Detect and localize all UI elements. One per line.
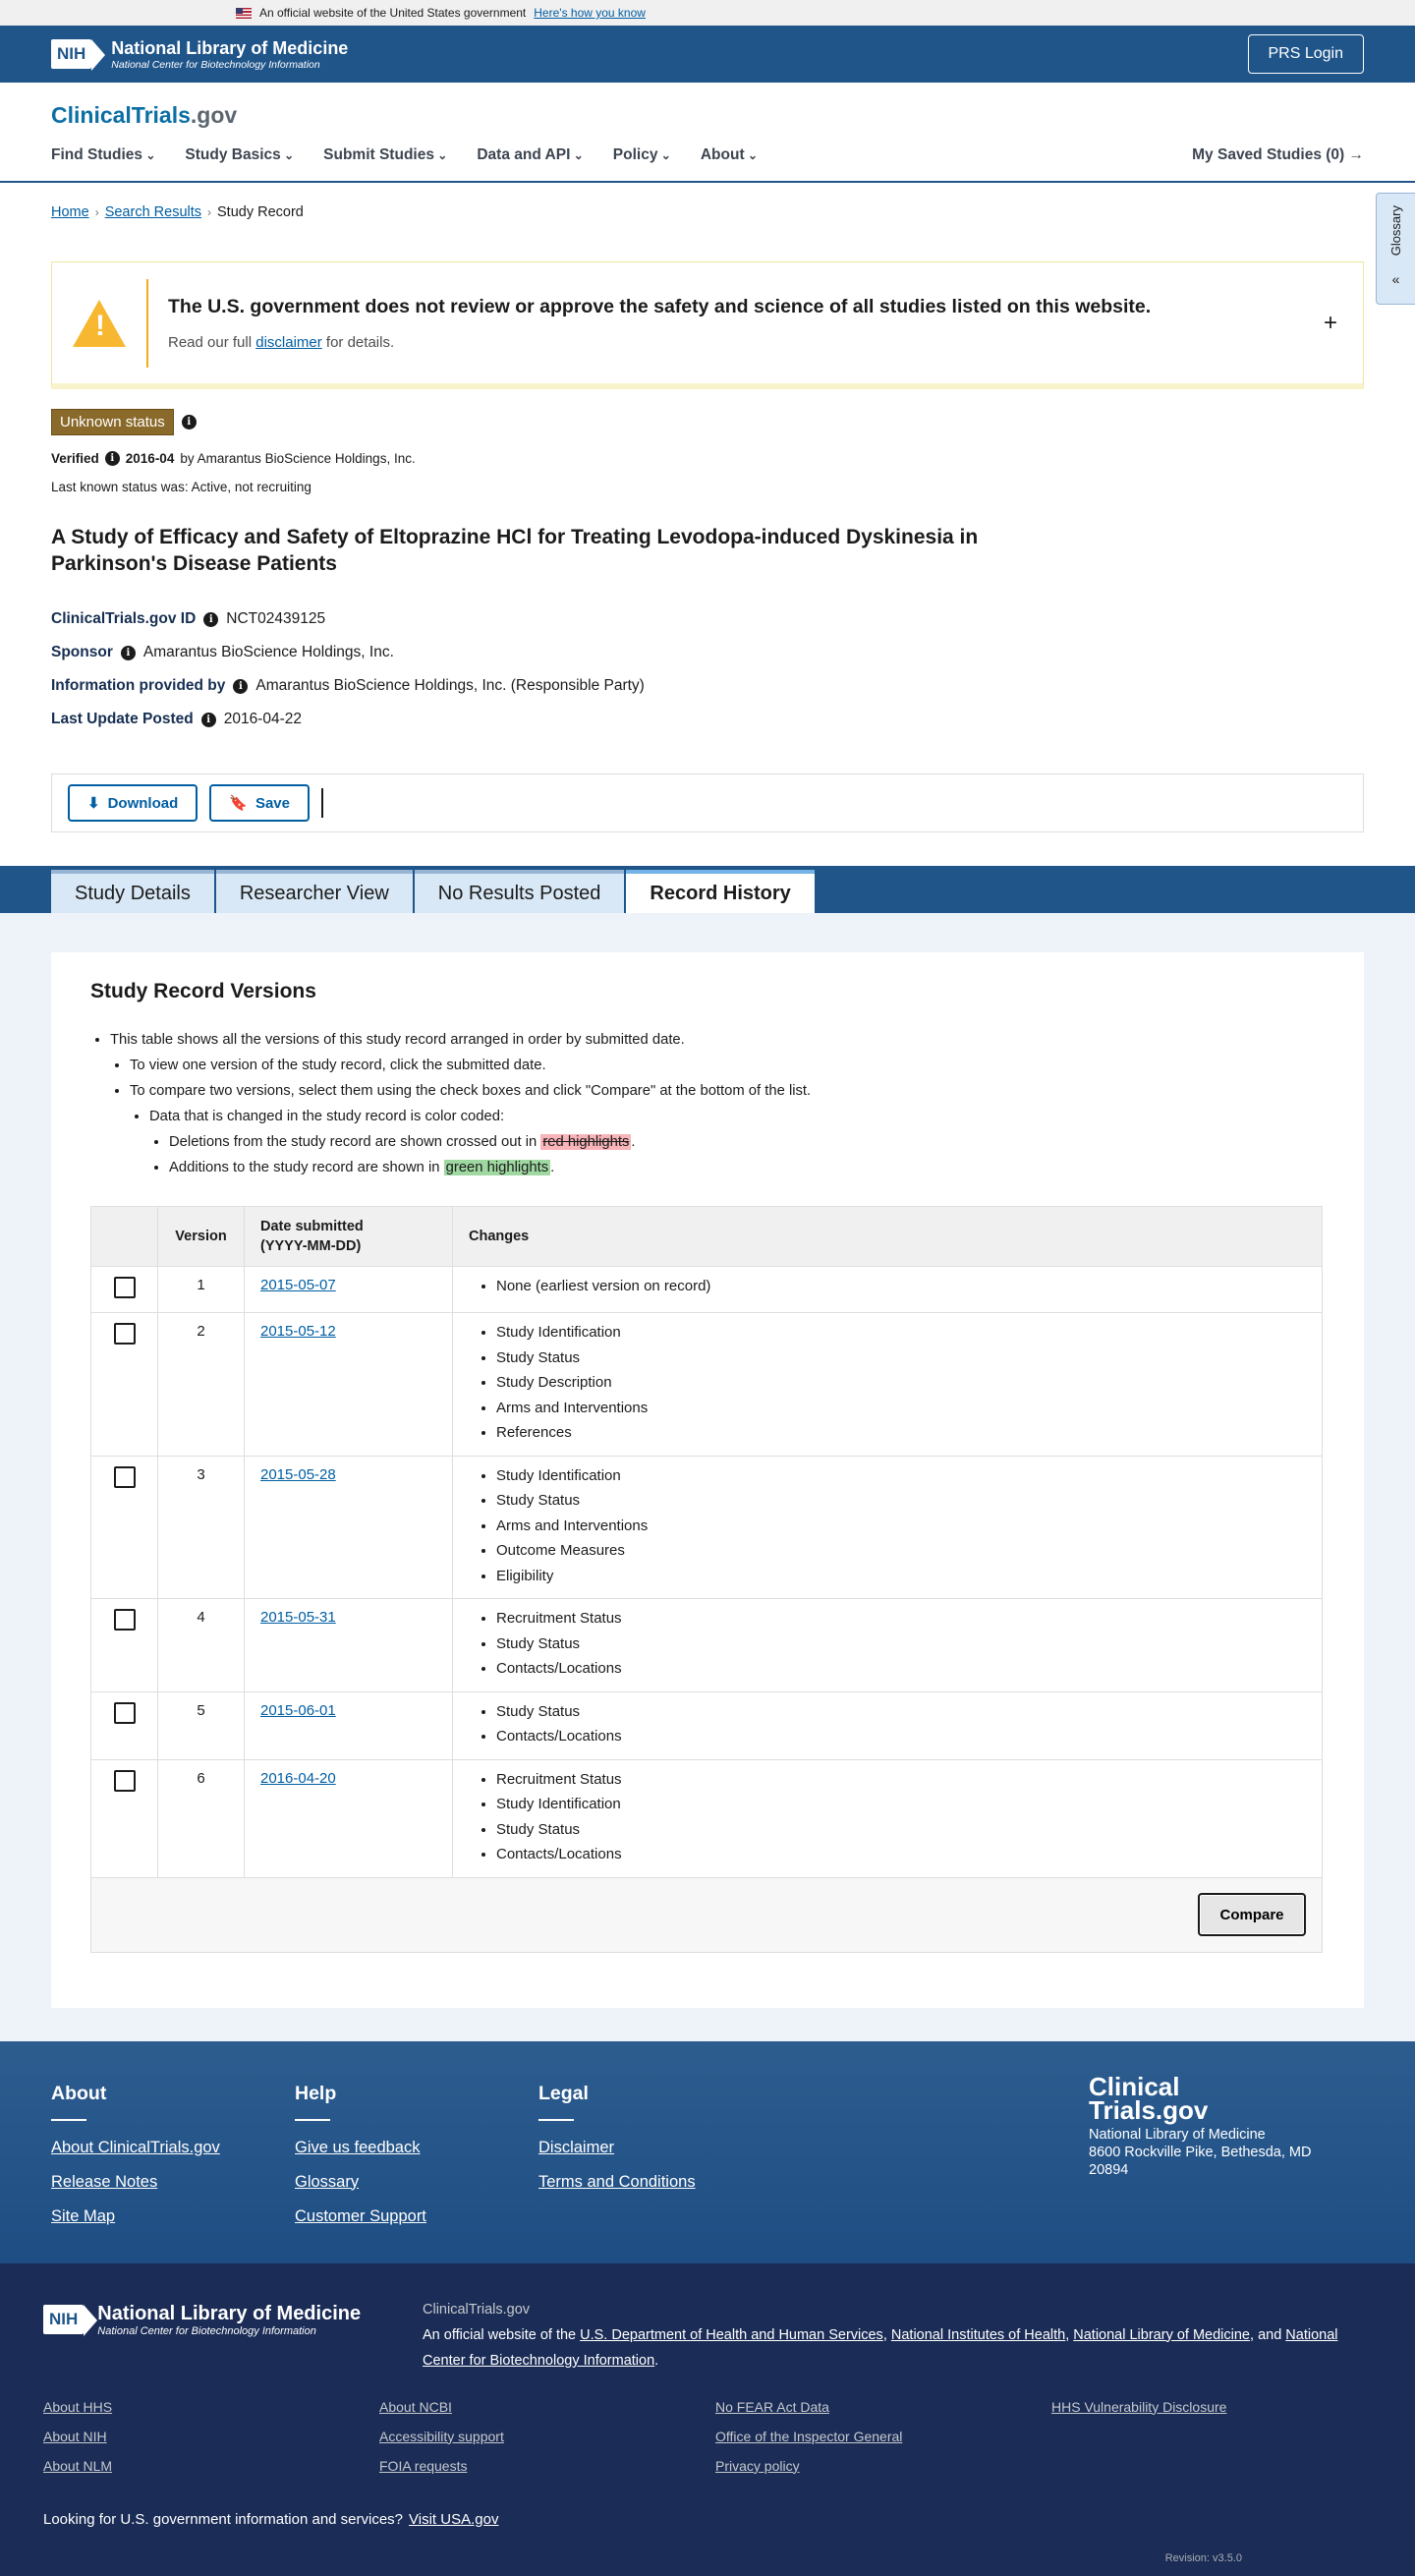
version-number: 6	[158, 1759, 245, 1877]
version-checkbox[interactable]	[114, 1466, 136, 1488]
checkbox-cell	[91, 1456, 158, 1599]
meta-value: Amarantus BioScience Holdings, Inc. (Responsible Party)	[255, 677, 645, 694]
footer-link[interactable]: Glossary	[295, 2172, 360, 2191]
change-item: • Eligibility	[496, 1564, 1306, 1589]
version-date-link[interactable]: 2015-05-31	[260, 1609, 336, 1626]
desc-item	[110, 1027, 1325, 1180]
usa-gov-line	[43, 2511, 498, 2528]
col-date-label: Date submitted	[260, 1219, 364, 1234]
footer-nlm-title: National Library of Medicine	[97, 2302, 362, 2324]
usa-gov-link[interactable]: Visit USA.gov	[409, 2510, 499, 2528]
menu-policy[interactable]: Policy ⌄	[613, 146, 671, 164]
nlm-logo[interactable]	[51, 38, 348, 71]
gov-banner	[0, 0, 1415, 26]
desc-item: • Additions to the study record are shown in green highlights .	[169, 1155, 1325, 1180]
expand-plus-icon[interactable]: +	[1323, 310, 1337, 336]
info-icon[interactable]: i	[105, 451, 120, 466]
footer-gov-link[interactable]: No FEAR Act Data	[715, 2398, 829, 2415]
footer-brand-logo[interactable]	[1089, 2071, 1344, 2125]
glossary-label: Glossary	[1388, 205, 1403, 257]
heres-how-link[interactable]: Here's how you know	[534, 6, 646, 20]
chevron-right-icon: ›	[207, 205, 212, 219]
table-row	[91, 1759, 1323, 1877]
change-item: • Study Status	[496, 1817, 1306, 1843]
download-label: Download	[107, 794, 179, 812]
footer-link[interactable]: Terms and Conditions	[538, 2172, 696, 2191]
nlm-link[interactable]: National Library of Medicine	[1073, 2326, 1250, 2343]
version-number: 4	[158, 1599, 245, 1692]
date-cell	[245, 1759, 453, 1877]
desc-text: Data that is changed in the study record is color coded:	[149, 1109, 505, 1124]
meta-label: Last Update Posted	[51, 711, 194, 727]
footer-about-title: About	[51, 2082, 107, 2104]
change-item: • Arms and Interventions	[496, 1396, 1306, 1421]
footer-gov-link[interactable]: About NLM	[43, 2457, 113, 2474]
changes-cell	[453, 1599, 1323, 1692]
footer-official-info	[423, 2297, 1346, 2374]
date-cell	[245, 1313, 453, 1457]
my-saved-studies-link[interactable]: My Saved Studies (0) →	[1192, 146, 1364, 163]
version-date-link[interactable]: 2015-05-28	[260, 1465, 336, 1483]
brand-line2: Trials.gov	[1089, 2094, 1209, 2125]
footer-site-name: ClinicalTrials.gov	[423, 2301, 531, 2318]
changes-list	[469, 1274, 1306, 1299]
checkbox-cell	[91, 1267, 158, 1313]
change-item: • Study Identification	[496, 1463, 1306, 1489]
menu-study-basics[interactable]: Study Basics ⌄	[185, 146, 294, 164]
green-highlight-sample: green highlights	[445, 1160, 549, 1175]
change-item: • Study Status	[496, 1631, 1306, 1657]
study-header	[0, 389, 1415, 736]
table-row	[91, 1599, 1323, 1692]
menu-submit-studies[interactable]: Submit Studies ⌄	[323, 146, 447, 164]
changes-cell	[453, 1759, 1323, 1877]
disclaimer-alert	[51, 261, 1364, 389]
chevron-right-icon: ›	[94, 205, 99, 219]
change-item: • Study Identification	[496, 1320, 1306, 1345]
info-icon[interactable]: i	[201, 713, 216, 727]
footer-help	[295, 2083, 426, 2242]
table-row	[91, 1267, 1323, 1313]
warning-icon: !	[73, 300, 126, 347]
change-item: • Contacts/Locations	[496, 1656, 1306, 1682]
breadcrumb-current: Study Record	[217, 204, 304, 220]
glossary-tab[interactable]	[1376, 193, 1415, 305]
meta-row	[51, 669, 1364, 703]
changes-list	[469, 1767, 1306, 1867]
changes-cell	[453, 1456, 1323, 1599]
meta-value: Amarantus BioScience Holdings, Inc.	[142, 644, 394, 660]
version-date-link[interactable]: 2016-04-20	[260, 1769, 336, 1787]
footer-legal-title: Legal	[538, 2082, 589, 2104]
footer-link[interactable]: Release Notes	[51, 2172, 158, 2191]
footer-link[interactable]: Disclaimer	[538, 2138, 615, 2156]
checkbox-cell	[91, 1691, 158, 1759]
date-cell	[245, 1691, 453, 1759]
change-item: • None (earliest version on record)	[496, 1274, 1306, 1299]
version-checkbox[interactable]	[114, 1702, 136, 1724]
footer-top	[0, 2041, 1415, 2263]
checkbox-cell	[91, 1759, 158, 1877]
version-number: 2	[158, 1313, 245, 1457]
footer-gov-link[interactable]: Accessibility support	[379, 2428, 504, 2444]
footer-link[interactable]: Give us feedback	[295, 2138, 421, 2156]
double-chevron-left-icon: «	[1391, 271, 1400, 288]
official-pre: An official website of the	[423, 2326, 577, 2343]
footer-gov-link[interactable]: Office of the Inspector General	[715, 2428, 903, 2444]
date-cell	[245, 1267, 453, 1313]
table-row	[91, 1313, 1323, 1457]
footer-address	[1089, 2126, 1344, 2179]
col-checkbox	[91, 1207, 158, 1267]
menu-data-api[interactable]: Data and API ⌄	[477, 146, 583, 164]
red-highlight-sample: red highlights	[542, 1134, 630, 1150]
meta-label: ClinicalTrials.gov ID	[51, 610, 197, 627]
addr-line1: National Library of Medicine	[1089, 2126, 1266, 2143]
changes-list	[469, 1320, 1306, 1446]
change-item: • Recruitment Status	[496, 1767, 1306, 1793]
change-item: • Recruitment Status	[496, 1606, 1306, 1631]
verified-by: by Amarantus BioScience Holdings, Inc.	[180, 451, 416, 466]
logo-tld: .gov	[190, 102, 238, 128]
versions-description	[90, 1027, 1325, 1180]
footer-gov-link[interactable]: HHS Vulnerability Disclosure	[1051, 2398, 1227, 2415]
change-item: • Outcome Measures	[496, 1538, 1306, 1564]
ncbi-link[interactable]: National Center for Biotechnology Information	[423, 2326, 1338, 2369]
versions-table	[90, 1206, 1323, 1953]
footer-legal	[538, 2083, 696, 2207]
desc-text: Additions to the study record are shown in	[169, 1160, 440, 1175]
verified-label: Verified	[51, 451, 99, 466]
save-button[interactable]	[209, 784, 310, 822]
tab-record-history[interactable]: Record History	[626, 870, 814, 913]
table-header-row	[91, 1207, 1323, 1267]
desc-text: To compare two versions, select them using the check boxes and click "Compare" at the bottom of the list.	[130, 1083, 812, 1099]
version-date-link[interactable]: 2015-05-07	[260, 1277, 336, 1293]
footer-gov-links	[43, 2399, 1387, 2474]
meta-row	[51, 703, 1364, 736]
breadcrumb	[0, 183, 1415, 220]
alert-pre: Read our full	[168, 333, 253, 351]
changes-list	[469, 1699, 1306, 1749]
nih-link[interactable]: National Institutes of Health	[890, 2326, 1066, 2343]
col-version: Version	[158, 1207, 245, 1267]
change-item: • Study Identification	[496, 1792, 1306, 1817]
nih-logo-icon: NIH	[43, 2305, 84, 2334]
tab-bar	[0, 866, 1415, 913]
meta-label: Sponsor	[51, 644, 113, 660]
version-number: 3	[158, 1456, 245, 1599]
download-button[interactable]	[68, 784, 198, 822]
info-icon[interactable]: i	[121, 646, 136, 660]
changes-cell	[453, 1313, 1323, 1457]
compare-button[interactable]: Compare	[1198, 1893, 1306, 1936]
last-known-status: Last known status was: Active, not recruiting	[51, 480, 311, 494]
change-item: • Study Status	[496, 1488, 1306, 1514]
divider	[321, 788, 323, 818]
gov-banner-text: An official website of the United States government	[259, 6, 527, 20]
footer-gov-link[interactable]: About NIH	[43, 2428, 107, 2444]
logo-main: ClinicalTrials	[51, 102, 191, 128]
status-badge: Unknown status	[51, 409, 174, 435]
nlm-title: National Library of Medicine	[111, 37, 349, 58]
changes-cell	[453, 1691, 1323, 1759]
alert-post: for details.	[325, 333, 395, 351]
version-checkbox[interactable]	[114, 1323, 136, 1345]
nlm-header	[0, 26, 1415, 83]
footer-gov-link[interactable]: About NCBI	[379, 2398, 452, 2415]
site-nav	[0, 83, 1415, 183]
versions-heading: Study Record Versions	[90, 980, 316, 1002]
footer-ncbi-subtitle: National Center for Biotechnology Information	[97, 2324, 316, 2337]
official-text: An official website of the U.S. Department of Health and Human Services, National Institutes of Health, National Library of Medicine, and National Center for Biotechnology Information.	[423, 2326, 1338, 2369]
download-icon: ⬇	[87, 795, 100, 812]
footer-gov-link[interactable]: FOIA requests	[379, 2457, 468, 2474]
breadcrumb-search-results[interactable]: Search Results	[104, 204, 202, 220]
date-cell	[245, 1599, 453, 1692]
and-text: and	[1258, 2326, 1282, 2343]
tab-no-results-posted[interactable]: No Results Posted	[415, 870, 625, 913]
menu-find-studies[interactable]: Find Studies ⌄	[51, 146, 155, 164]
changes-list	[469, 1606, 1306, 1682]
desc-item	[149, 1104, 1325, 1180]
version-date-link[interactable]: 2015-06-01	[260, 1701, 336, 1719]
meta-row	[51, 636, 1364, 669]
change-item: • Study Description	[496, 1370, 1306, 1396]
col-date-format: (YYYY-MM-DD)	[260, 1238, 362, 1254]
compare-row	[91, 1877, 1323, 1952]
main-menu	[51, 146, 758, 164]
checkbox-cell	[91, 1313, 158, 1457]
desc-item	[130, 1078, 1325, 1180]
footer-help-title: Help	[295, 2082, 337, 2104]
version-checkbox[interactable]	[114, 1277, 136, 1298]
alert-body	[168, 334, 1151, 351]
table-row	[91, 1691, 1323, 1759]
hhs-link[interactable]: U.S. Department of Health and Human Services	[580, 2326, 883, 2343]
versions-card	[51, 952, 1364, 2008]
content-area	[0, 913, 1415, 2041]
changes-list	[469, 1463, 1306, 1589]
info-icon[interactable]: i	[182, 415, 197, 429]
footer-bottom	[0, 2263, 1415, 2576]
brand-line1: Clinical	[1089, 2071, 1180, 2101]
desc-text: Deletions from the study record are shown crossed out in	[169, 1134, 538, 1150]
footer-gov-link[interactable]: About HHS	[43, 2398, 113, 2415]
disclaimer-link[interactable]: disclaimer	[255, 333, 322, 351]
desc-text: This table shows all the versions of this study record arranged in order by submitted date.	[110, 1032, 685, 1048]
verified-date: 2016-04	[125, 451, 175, 466]
meta-row	[51, 602, 1364, 636]
nih-logo-icon: NIH	[51, 39, 91, 69]
meta-value: NCT02439125	[226, 610, 326, 627]
clinicaltrials-logo[interactable]	[51, 102, 237, 129]
footer-about	[51, 2083, 220, 2242]
change-item: • Study Status	[496, 1345, 1306, 1371]
change-item: • Contacts/Locations	[496, 1842, 1306, 1867]
info-icon[interactable]: i	[233, 679, 248, 694]
study-title: A Study of Efficacy and Safety of Eltoprazine HCl for Treating Levodopa-induced Dyskinesia in Parkinson's Disease Patients	[51, 526, 979, 575]
tab-researcher-view[interactable]: Researcher View	[216, 870, 413, 913]
version-number: 5	[158, 1691, 245, 1759]
col-date	[245, 1207, 453, 1267]
footer-brand	[1089, 2071, 1344, 2179]
col-changes: Changes	[453, 1207, 1323, 1267]
usa-pre: Looking for U.S. government information and services?	[43, 2510, 404, 2528]
version-number: 1	[158, 1267, 245, 1313]
version-date-link[interactable]: 2015-05-12	[260, 1323, 336, 1340]
addr-line2: 8600 Rockville Pike, Bethesda, MD 20894	[1089, 2144, 1312, 2178]
revision-text: Revision: v3.5.0	[1164, 2551, 1242, 2564]
desc-item: • To view one version of the study record, click the submitted date.	[130, 1053, 1325, 1078]
footer-gov-link[interactable]: Privacy policy	[715, 2457, 800, 2474]
footer-nlm-logo[interactable]	[43, 2303, 361, 2337]
alert-title: The U.S. government does not review or approve the safety and science of all studies listed on this website.	[168, 295, 1152, 317]
version-checkbox[interactable]	[114, 1770, 136, 1792]
bookmark-icon: 🔖	[229, 795, 248, 812]
changes-cell	[453, 1267, 1323, 1313]
date-cell	[245, 1456, 453, 1599]
study-meta	[51, 602, 1364, 736]
change-item: • Contacts/Locations	[496, 1724, 1306, 1749]
change-item: • References	[496, 1420, 1306, 1446]
change-item: • Study Status	[496, 1699, 1306, 1725]
checkbox-cell	[91, 1599, 158, 1692]
footer-link[interactable]: About ClinicalTrials.gov	[51, 2138, 220, 2156]
table-row	[91, 1456, 1323, 1599]
version-checkbox[interactable]	[114, 1609, 136, 1631]
footer-link[interactable]: Site Map	[51, 2206, 116, 2225]
menu-about[interactable]: About ⌄	[701, 146, 758, 164]
change-item: • Arms and Interventions	[496, 1514, 1306, 1539]
verified-line	[51, 451, 1364, 466]
prs-login-button[interactable]: PRS Login	[1248, 34, 1365, 74]
meta-label: Information provided by	[51, 677, 226, 694]
breadcrumb-home[interactable]: Home	[51, 204, 89, 220]
footer-link[interactable]: Customer Support	[295, 2206, 426, 2225]
ncbi-subtitle: National Center for Biotechnology Information	[111, 58, 320, 71]
info-icon[interactable]: i	[203, 612, 218, 627]
save-label: Save	[255, 794, 290, 812]
desc-item: • Deletions from the study record are shown crossed out in red highlights .	[169, 1129, 1325, 1155]
meta-value: 2016-04-22	[223, 711, 302, 727]
us-flag-icon	[236, 8, 252, 19]
action-bar	[51, 773, 1364, 832]
tab-study-details[interactable]: Study Details	[51, 870, 214, 913]
